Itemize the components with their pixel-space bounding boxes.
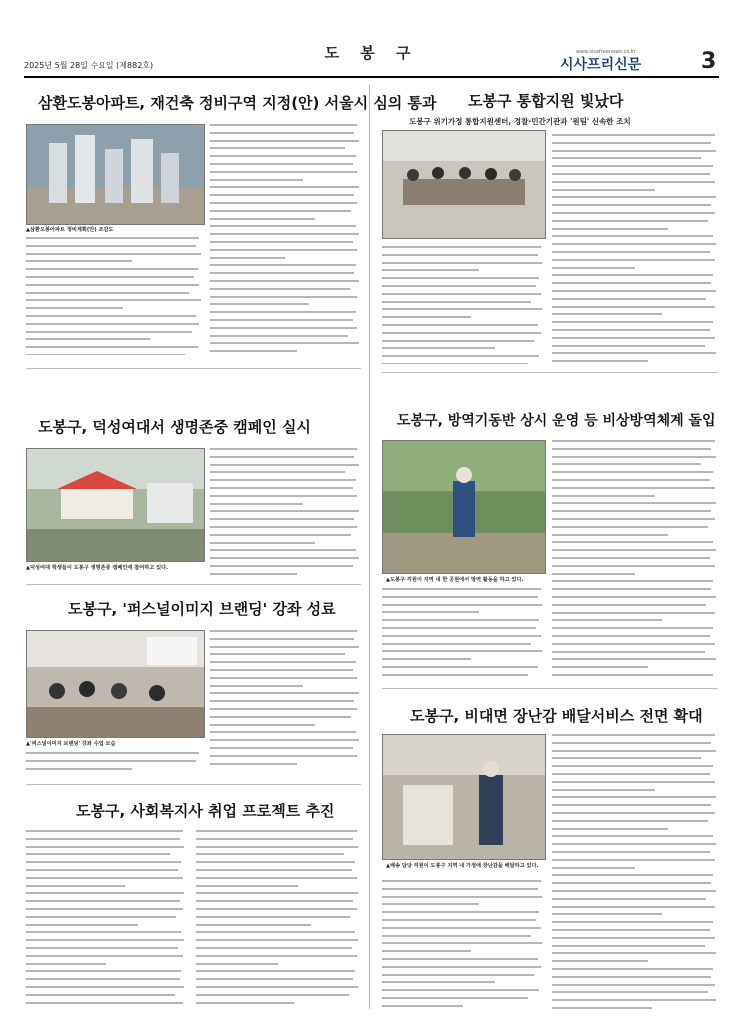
article-photo [26, 448, 205, 562]
article-body [210, 124, 360, 358]
article-body [26, 830, 186, 1010]
article-separator [26, 584, 361, 585]
article-separator [382, 372, 718, 373]
disinfection-photo [383, 441, 545, 573]
article-body [552, 734, 718, 1010]
photo-caption: ▲삼환도봉아파트 정비계획(안) 조감도 [26, 227, 114, 233]
article-photo [382, 130, 546, 239]
apartment-rendering-image [27, 125, 204, 224]
article-headline: 도봉구, 비대면 장난감 배달서비스 전면 확대 [410, 707, 703, 725]
article-headline: 도봉구, 덕성여대서 생명존중 캠페인 실시 [38, 418, 311, 436]
page-number: 3 [701, 49, 717, 74]
article-body [210, 448, 360, 576]
newspaper-logo: 시사프리신문 [560, 57, 642, 73]
lecture-photo [27, 631, 204, 737]
photo-caption: ▲도봉구 직원이 지역 내 한 공원에서 방역 활동을 하고 있다. [386, 577, 524, 583]
article-photo [26, 124, 205, 225]
article-body [26, 752, 203, 776]
article-headline: 삼환도봉아파트, 재건축 정비구역 지정(안) 서울시 심의 통과 [38, 94, 437, 112]
article-headline: 도봉구, 사회복지사 취업 프로젝트 추진 [76, 802, 335, 820]
article-photo [26, 630, 205, 738]
article-body [26, 237, 203, 355]
meeting-photo [383, 131, 545, 238]
masthead-rule [24, 76, 719, 78]
campaign-photo [27, 449, 204, 561]
article-photo [382, 734, 546, 860]
article-headline: 도봉구 통합지원 빛났다 [468, 92, 624, 110]
article-separator [26, 368, 361, 369]
article-body [552, 440, 718, 680]
issue-date: 2025년 5월 28일 수요일 (제882호) [24, 61, 154, 70]
article-separator [382, 688, 718, 689]
photo-caption: ▲'퍼스널이미지 브랜딩' 강좌 수업 모습 [26, 741, 116, 747]
article-body [210, 630, 360, 776]
article-body [382, 880, 544, 1010]
article-headline: 도봉구, 방역기동반 상시 운영 등 비상방역체계 돌입 [397, 413, 716, 429]
toy-delivery-photo [383, 735, 545, 859]
article-body [382, 588, 544, 678]
column-divider [369, 84, 370, 1009]
article-body [552, 134, 718, 364]
brand-url: www.sisafreenews.co.kr [576, 49, 636, 55]
section-title: 도 봉 구 [324, 44, 419, 62]
photo-caption: ▲덕성여대 학생들이 도봉구 생명존중 캠페인에 참여하고 있다. [26, 565, 169, 571]
article-separator [26, 784, 361, 785]
article-body [382, 246, 544, 364]
article-body [196, 830, 360, 1010]
article-photo [382, 440, 546, 574]
photo-caption: ▲배송 담당 직원이 도봉구 지역 내 가정에 장난감을 배달하고 있다. [386, 863, 539, 869]
article-subhead: 도봉구 위기가정 통합지원센터, 경찰·민간기관과 '원팀' 신속한 조치 [409, 117, 631, 126]
article-headline: 도봉구, '퍼스널이미지 브랜딩' 강좌 성료 [68, 600, 336, 618]
